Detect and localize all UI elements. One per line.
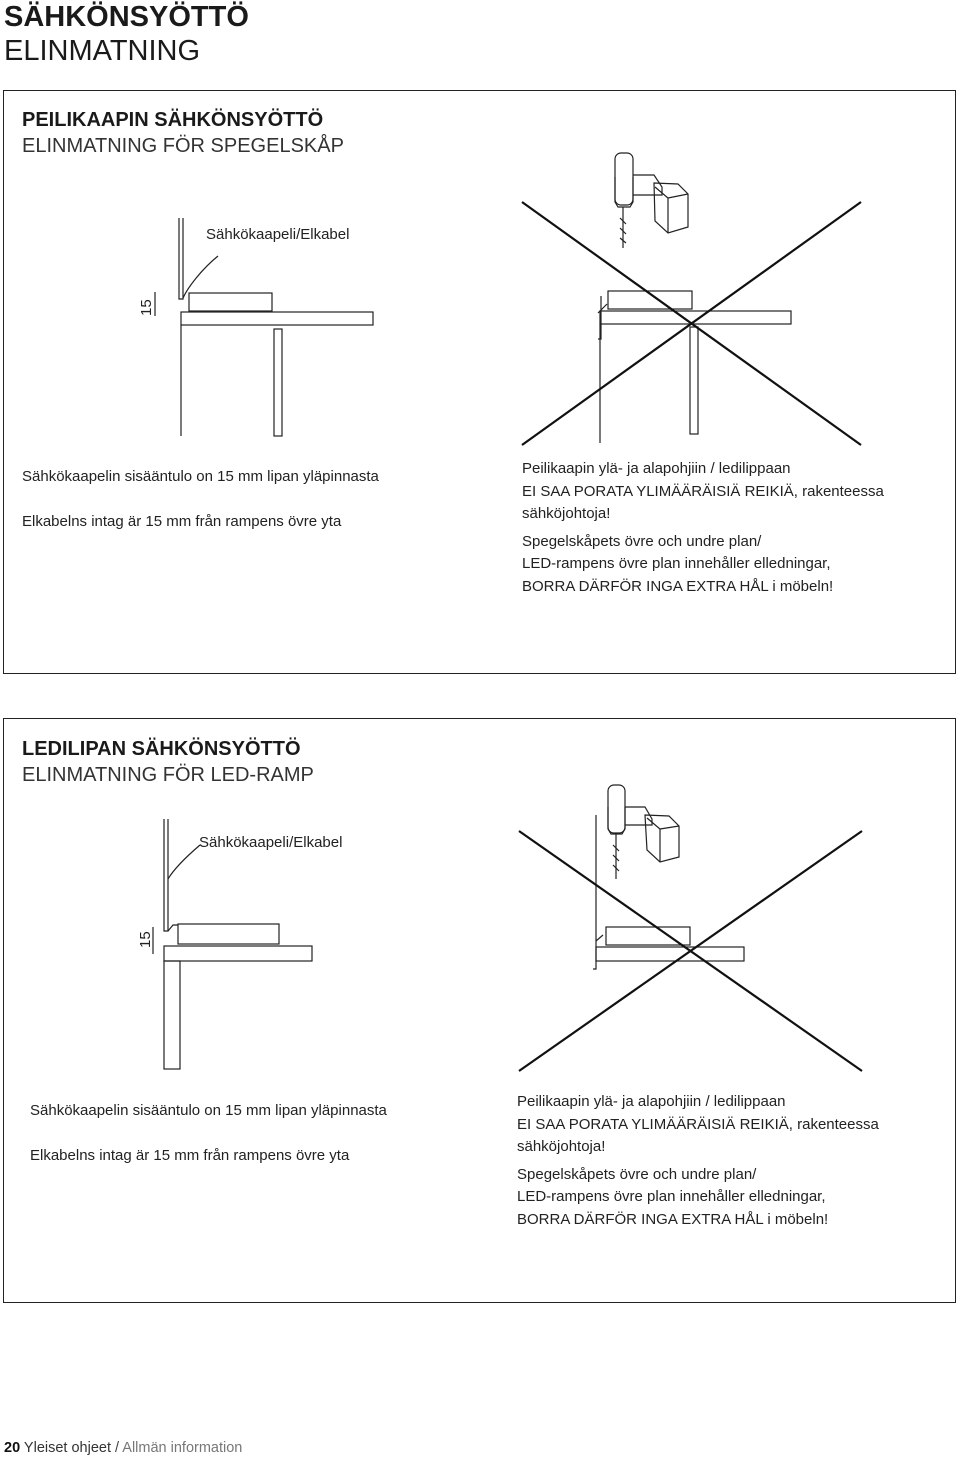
warning-line: BORRA DÄRFÖR INGA EXTRA HÅL i möbeln! — [522, 577, 834, 595]
section-title-sv: ELINMATNING FÖR LED-RAMP — [22, 764, 314, 786]
page-title-fi: SÄHKÖNSYÖTTÖ — [4, 1, 249, 33]
cable-entry-text-fi: Sähkökaapelin sisääntulo on 15 mm lipan yläpinnasta — [30, 1102, 387, 1119]
warning-line: EI SAA PORATA YLIMÄÄRÄISIÄ REIKIÄ, rakenteessa — [522, 482, 884, 500]
dimension-label: 15 — [138, 299, 155, 316]
warning-line: EI SAA PORATA YLIMÄÄRÄISIÄ REIKIÄ, rakenteessa — [517, 1115, 879, 1133]
cable-label: Sähkökaapeli/Elkabel — [206, 226, 350, 243]
page-footer — [4, 1440, 242, 1456]
cable-bend — [596, 935, 603, 941]
drill-body — [608, 785, 625, 833]
cable-entry-text-sv: Elkabelns intag är 15 mm från rampens övre yta — [30, 1146, 350, 1164]
drill-chuck — [615, 177, 633, 207]
page-title-sv: ELINMATNING — [4, 35, 201, 67]
section-title-fi: LEDILIPAN SÄHKÖNSYÖTTÖ — [22, 738, 301, 760]
warning-line: Spegelskåpets övre och undre plan/ — [517, 1165, 757, 1183]
warning-line: sähköjohtoja! — [522, 505, 611, 522]
drill-chuck — [608, 807, 625, 834]
drilling-warning-text — [517, 1091, 879, 1231]
shelf-panel — [600, 311, 791, 324]
footer-separator: / — [115, 1440, 120, 1456]
section-title-sv: ELINMATNING FÖR SPEGELSKÅP — [22, 135, 344, 157]
warning-line: Peilikaapin ylä- ja alapohjiin / ledilippaan — [522, 460, 791, 477]
section-mirror-cabinet — [3, 90, 956, 674]
cable-entry-text-fi: Sähkökaapelin sisääntulo on 15 mm lipan yläpinnasta — [22, 468, 379, 485]
section-title-fi: PEILIKAAPIN SÄHKÖNSYÖTTÖ — [22, 109, 324, 131]
cross-out-mark — [522, 202, 861, 445]
warning-line: LED-rampens övre plan innehåller elledningar, — [522, 555, 831, 572]
warning-line: Peilikaapin ylä- ja alapohjiin / ledilippaan — [517, 1093, 786, 1110]
cable-entry-text — [30, 1100, 387, 1167]
drilling-warning-text — [522, 458, 884, 598]
cable-entry-text-sv: Elkabelns intag är 15 mm från rampens övre yta — [22, 512, 342, 530]
cable-line — [593, 815, 596, 969]
dimension-label: 15 — [137, 931, 154, 948]
shelf-panel — [596, 947, 744, 961]
drill-neck — [625, 807, 652, 825]
drill-neck — [633, 175, 662, 195]
cable-entry-text — [22, 466, 379, 533]
cross-out-mark — [519, 831, 862, 1071]
cable-label: Sähkökaapeli/Elkabel — [199, 834, 343, 851]
drill-body — [615, 153, 633, 205]
warning-line: sähköjohtoja! — [517, 1138, 606, 1155]
cabinet-door-edge — [690, 327, 698, 434]
warning-line: LED-rampens övre plan innehåller elledningar, — [517, 1188, 826, 1205]
section-led-ramp — [3, 718, 956, 1303]
footer-label-sv: Allmän information — [122, 1440, 243, 1456]
drill-handle — [645, 815, 679, 862]
page-title — [4, 0, 249, 68]
warning-line: Spegelskåpets övre och undre plan/ — [522, 532, 762, 550]
cable-bend — [598, 304, 607, 313]
footer-label-fi: Yleiset ohjeet — [23, 1440, 111, 1456]
page-number: 20 — [4, 1440, 21, 1456]
warning-line: BORRA DÄRFÖR INGA EXTRA HÅL i möbeln! — [517, 1210, 829, 1228]
